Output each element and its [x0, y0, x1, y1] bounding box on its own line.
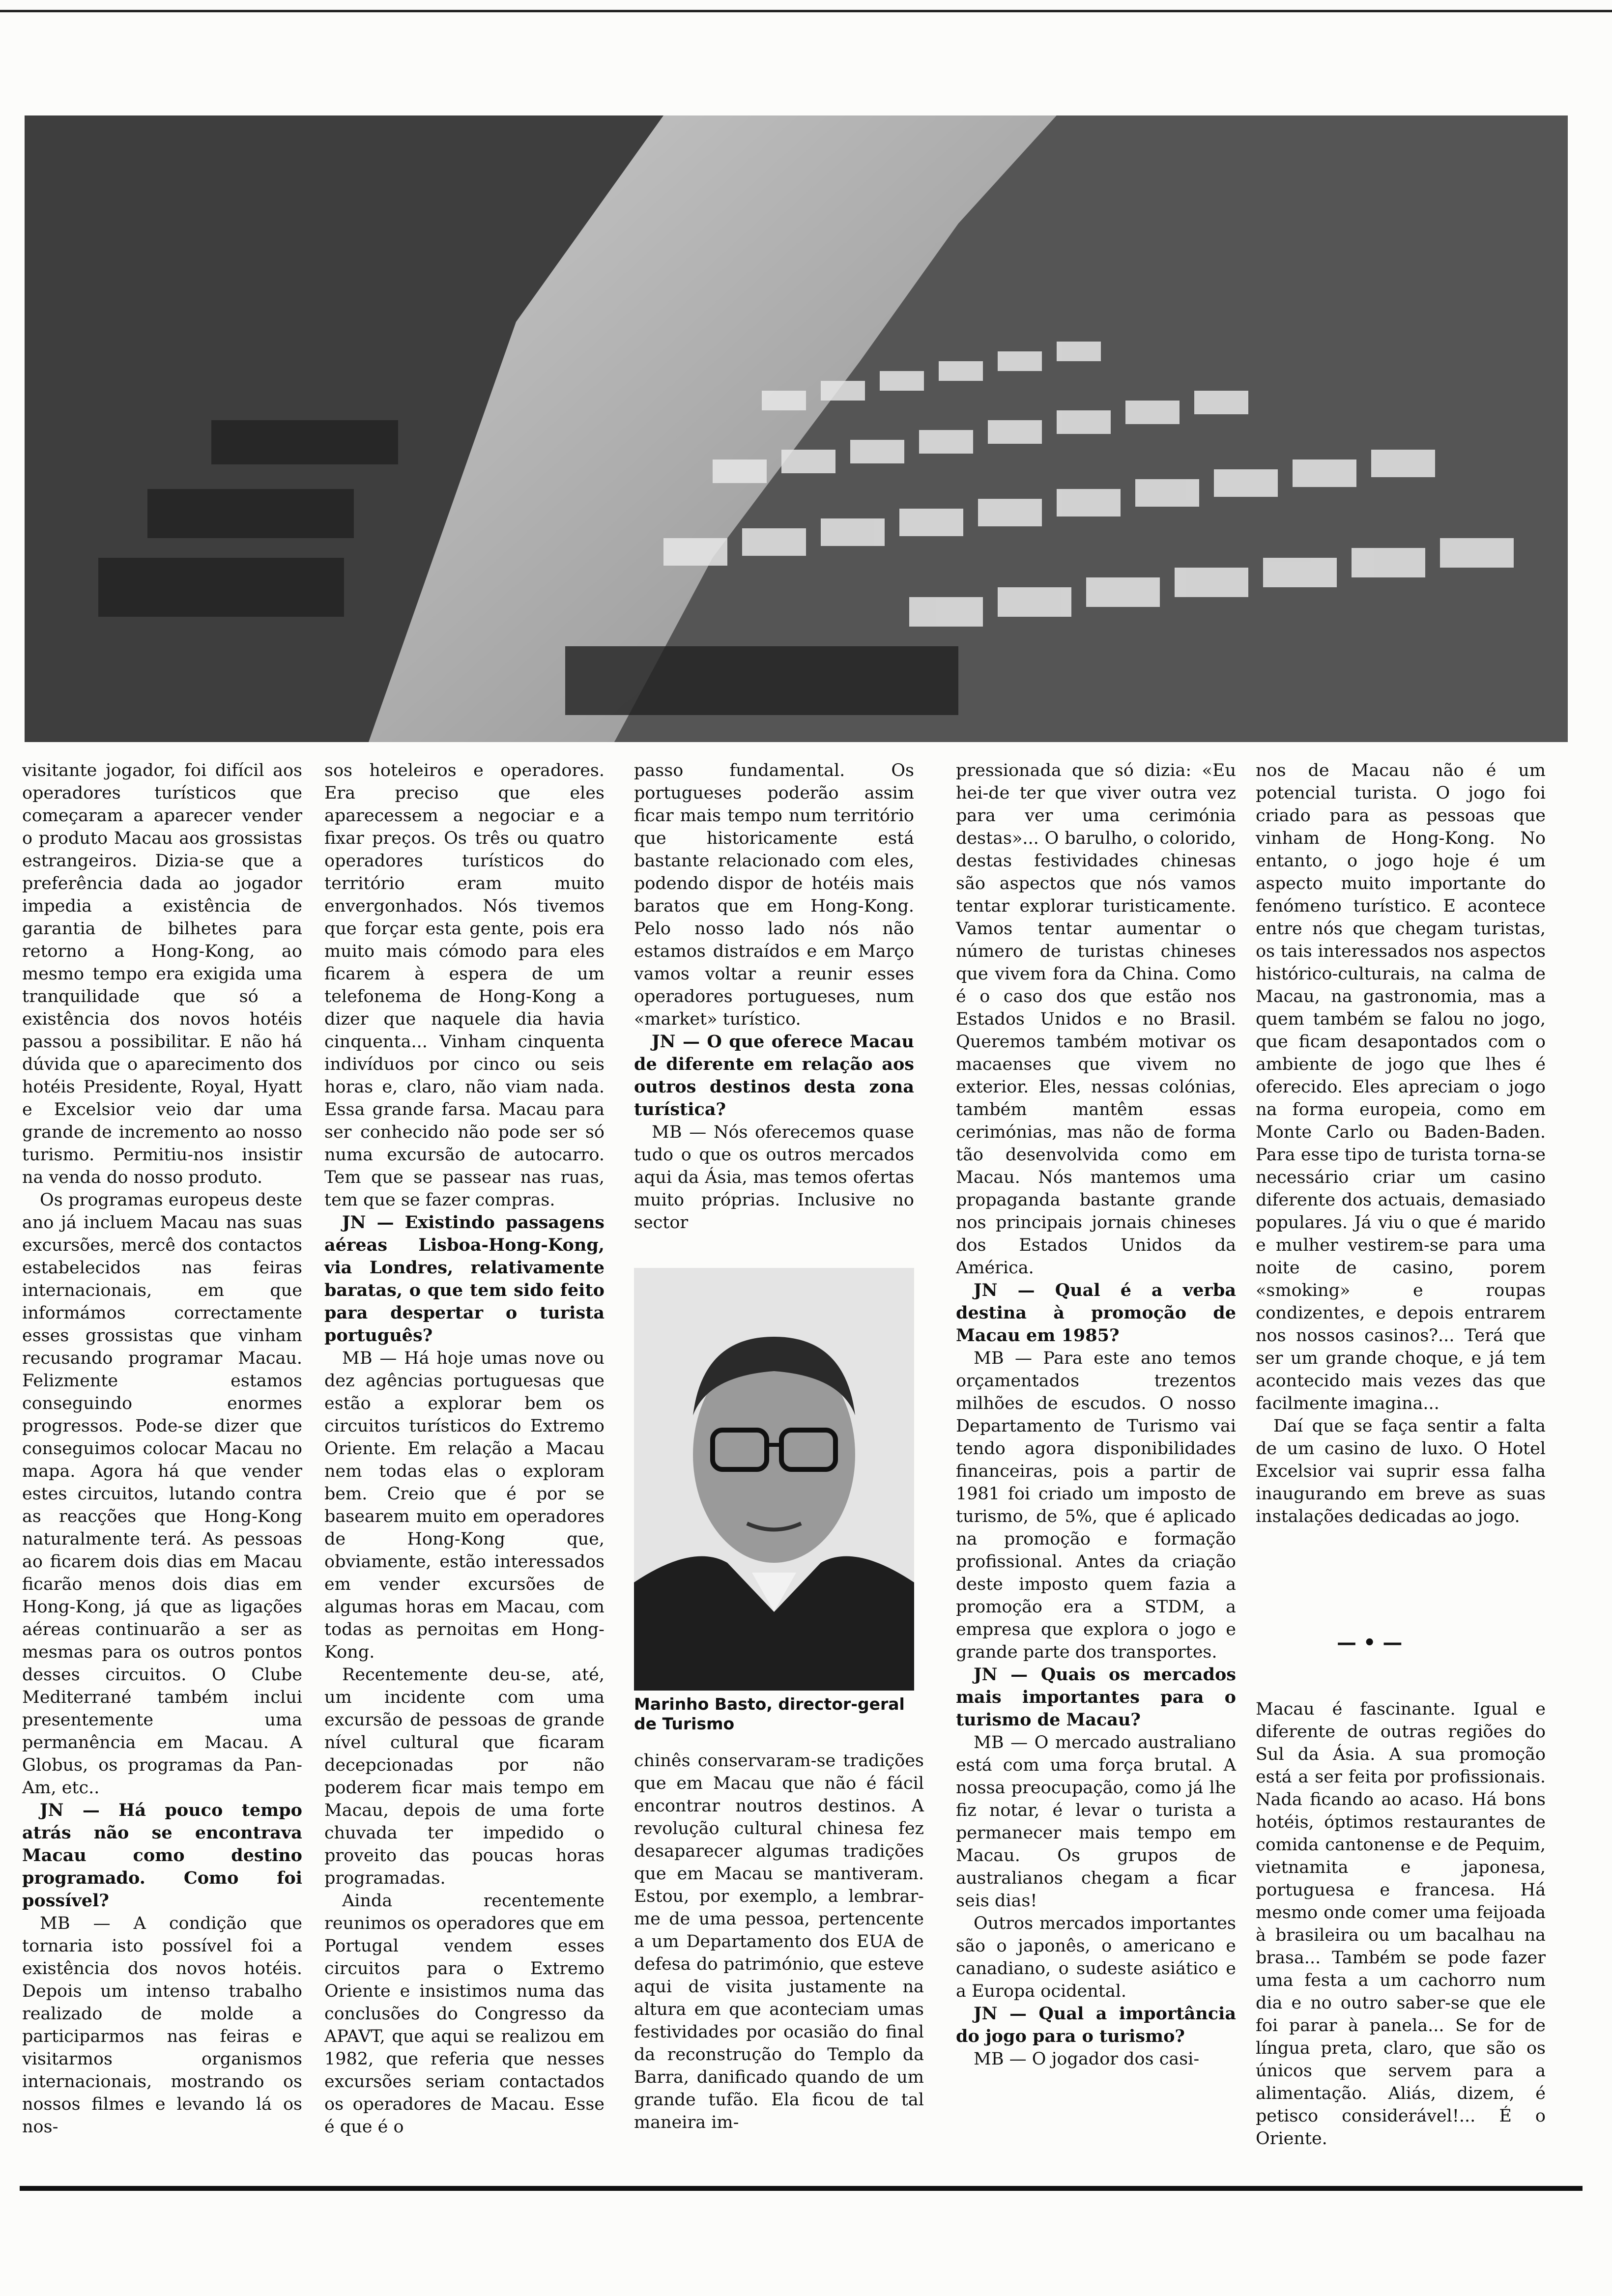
- harbour-image: [25, 115, 1568, 742]
- paragraph: Macau é fascinante. Igual e diferente de outras regiões do Sul da Ásia. A sua promoção está a ser feita por profissionais. Nada ficando ao acaso. Há bons hotéis, óptimos restaurantes de comida cantonense e de Pequim, vietnamita e japonesa, portuguesa e francesa. Há mesmo onde comer uma feijoada à brasileira ou um bacalhau na brasa... Também se pode fazer uma festa a um cachorro num dia e no outro saber-se que ele foi parar à panela... Se for de língua preta, claro, que são os únicos que servem para a alimentação. Aliás, dizem, é petisco considerável!... É o Oriente.: [1256, 1699, 1546, 2149]
- paragraph: visitante jogador, foi difícil aos operadores turísticos que começaram a aparecer vender o produto Macau aos grossistas estrangeiros. Dizia-se que a preferência dada ao jogador impedia a existência de garantia de bilhetes para retorno a Hong-Kong, ao mesmo tempo era exigida uma tranquilidade que só a existência dos novos hotéis passou a possibilitar. E não há dúvida que o aparecimento dos hotéis Presidente, Royal, Hyatt e Excelsior veio dar uma grande de incremento ao nosso turismo. Permitiu-nos insistir na venda do nosso produto.: [22, 761, 302, 1187]
- paragraph: Ainda recentemente reunimos os operadores que em Portugal vendem esses circuitos para o Extremo Oriente e insistimos numa das conclusões do Congresso da APAVT, que aqui se realizou em 1982, que referia que nesses excursões seriam contactados os operadores de Macau. Esse é que é o: [324, 1891, 604, 2137]
- paragraph: pressionada que só dizia: «Eu hei-de ter que viver outra vez para ver uma cerimónia destas»... O barulho, o colorido, destas festividades chinesas são aspectos que nós vamos tentar explorar turisticamente. Vamos tentar aumentar o número de turistas chineses que vivem fora da China. Como é o caso dos que estão nos Estados Unidos e no Brasil. Queremos também motivar os macaenses que vivem no exterior. Eles, nessas colónias, também mantêm essas cerimónias, mas não de forma tão desenvolvida como em Macau. Nós mantemos uma propaganda bastante grande nos principais jornais chineses dos Estados Unidos da América.: [956, 761, 1236, 1278]
- interview-answer: MB — Há hoje umas nove ou dez agências portuguesas que estão a explorar bem os circuitos turísticos do Extremo Oriente. Em relação a Macau nem todas elas o exploram bem. Creio que é por se basearem muito em operadores de Hong-Kong que, obviamente, estão interessados em vender excursões de algumas horas em Macau, com todas as pernoitas em Hong-Kong.: [324, 1349, 604, 1662]
- paragraph: Daí que se faça sentir a falta de um casino de luxo. O Hotel Excelsior vai suprir essa falha inaugurando em breve as suas instalações dedicadas ao jogo.: [1256, 1416, 1546, 1526]
- interview-question: JN — O que oferece Macau de diferente em relação aos outros destinos desta zona turística?: [634, 1032, 914, 1119]
- interview-answer: MB — O mercado australiano está com uma força brutal. A nossa preocupação, como já lhe fiz notar, é levar o turista a permanecer mais tempo em Macau. Os grupos de australianos chegam a ficar seis dias!: [956, 1733, 1236, 1911]
- paragraph: sos hoteleiros e operadores. Era preciso que eles aparecessem a negociar e a fixar preços. Os três ou quatro operadores turísticos do território eram muito envergonhados. Nós tivemos que forçar esta gente, pois era muito mais cómodo para eles ficarem à espera de um telefonema de Hong-Kong a dizer que naquele dia havia cinquenta... Vinham cinquenta indivíduos por cinco ou seis horas e, claro, não viam nada. Essa grande farsa. Macau para ser conhecido não pode ser só numa excursão de autocarro. Tem que se passear nas ruas, tem que se fazer compras.: [324, 761, 604, 1210]
- paragraph: Recentemente deu-se, até, um incidente com uma excursão de pessoas de grande nível cultural que ficaram decepcionadas por não poderem ficar mais tempo em Macau, depois de uma forte chuvada ter impedido o proveito das poucas horas programadas.: [324, 1665, 604, 1888]
- article-column-1: [22, 759, 302, 2138]
- article-column-4: [956, 759, 1236, 2070]
- portrait-photo: [634, 1268, 914, 1691]
- interview-answer: MB — Nós oferecemos quase tudo o que os outros mercados aqui da Ásia, mas temos ofertas muito próprias. Inclusive no sector: [634, 1122, 914, 1233]
- interview-answer: MB — O jogador dos casi-: [974, 2049, 1200, 2069]
- interview-question: JN — Quais os mercados mais importantes para o turismo de Macau?: [956, 1665, 1236, 1730]
- interview-question: JN — Existindo passagens aéreas Lisboa-Hong-Kong, via Londres, relativamente baratas, o que tem sido feito para despertar o turista português?: [324, 1212, 604, 1346]
- interview-question: JN — Qual é a verba destina à promoção de Macau em 1985?: [956, 1280, 1236, 1346]
- interview-answer: MB — Para este ano temos orçamentados trezentos milhões de escudos. O nosso Departamento de Turismo vai tendo agora disponibilidades financeiras, pois a partir de 1981 foi criado um imposto de turismo, de 5%, que é aplicado na promoção e formação profissional. Antes da criação deste imposto quem fazia a promoção era a STDM, a empresa que explora o jogo e grande parte dos transportes.: [956, 1349, 1236, 1662]
- harbour-photo: [25, 115, 1568, 742]
- paragraph: Outros mercados importantes são o japonês, o americano e canadiano, o sudeste asiático e a Europa ocidental.: [956, 1914, 1236, 2001]
- bottom-rule: [20, 2186, 1583, 2191]
- article-column-3-lower: [634, 1732, 924, 2151]
- top-rule: [0, 10, 1612, 12]
- interview-answer: MB — A condição que tornaria isto possível foi a existência dos novos hotéis. Depois um intenso trabalho realizado de molde a participarmos nas feiras e visitarmos organismos internacionais, mostrando os nossos filmes e levando lá os nos-: [22, 1914, 302, 2137]
- paragraph: chinês conservaram-se tradições que em Macau que não é fácil encontrar noutros destinos. A revolução cultural chinesa fez desaparecer algumas tradições que em Macau se mantiveram. Estou, por exemplo, a lembrar-me de uma pessoa, pertencente a um Departamento dos EUA de defesa do património, que esteve aqui de visita justamente na altura em que aconteciam umas festividades por ocasião do final da reconstrução do Templo da Barra, danificado quando de um grande tufão. Ela ficou de tal maneira im-: [634, 1751, 924, 2132]
- paragraph: Os programas europeus deste ano já incluem Macau nas suas excursões, mercê dos contactos estabelecidos nas feiras internacionais, em que informámos correctamente esses grossistas que vinham recusando programar Macau. Felizmente estamos conseguindo enormes progressos. Pode-se dizer que conseguimos colocar Macau no mapa. Agora há que vender estes circuitos, lutando contra as reacções que Hong-Kong naturalmente terá. As pessoas ao ficarem dois dias em Macau ficarão menos dois dias em Hong-Kong, já que as ligações aéreas continuarão a ser as mesmas para os outros pontos desses circuitos. O Clube Mediterrané também inclui presentemente uma permanência em Macau. A Globus, os programas da Pan-Am, etc..: [22, 1190, 302, 1798]
- section-separator: — • —: [1337, 1632, 1403, 1654]
- article-column-5-lower: [1256, 1681, 1546, 2167]
- article-column-3: [634, 759, 914, 1234]
- article-column-2: [324, 759, 604, 2138]
- paragraph: nos de Macau não é um potencial turista. O jogo foi criado para as pessoas que vinham de Hong-Kong. No entanto, o jogo hoje é um aspecto muito importante do fenómeno turístico. E acontece entre nós que chegam turistas, os tais interessados nos aspectos histórico-culturais, na calma de Macau, na gastronomia, mas a quem também se falou no jogo, que ficam desapontados com o ambiente de jogo que lhes é oferecido. Eles apreciam o jogo na forma europeia, como em Monte Carlo ou Baden-Baden. Para esse tipo de turista torna-se necessário criar um casino diferente dos actuais, demasiado populares. Já viu o que é marido e mulher vestirem-se para uma noite de casino, porem «smoking» e roupas condizentes, e depois entrarem nos nossos casinos?... Terá que ser um grande choque, e já tem acontecido mais vezes das que facilmente imagina...: [1256, 761, 1546, 1413]
- paragraph: passo fundamental. Os portugueses poderão assim ficar mais tempo num território que historicamente está bastante relacionado com eles, podendo dispor de hotéis mais baratos que em Hong-Kong. Pelo nosso lado nós não estamos distraídos e em Março vamos voltar a reunir esses operadores portugueses, num «market» turístico.: [634, 761, 914, 1029]
- interview-question: JN — Qual a importância do jogo para o turismo?: [956, 2004, 1236, 2046]
- article-column-5: [1256, 759, 1546, 1528]
- photo-caption: Marinho Basto, director-geral de Turismo: [634, 1694, 905, 1733]
- portrait-image: [634, 1268, 914, 1691]
- interview-question: JN — Há pouco tempo atrás não se encontrava Macau como destino programado. Como foi possível?: [22, 1800, 302, 1911]
